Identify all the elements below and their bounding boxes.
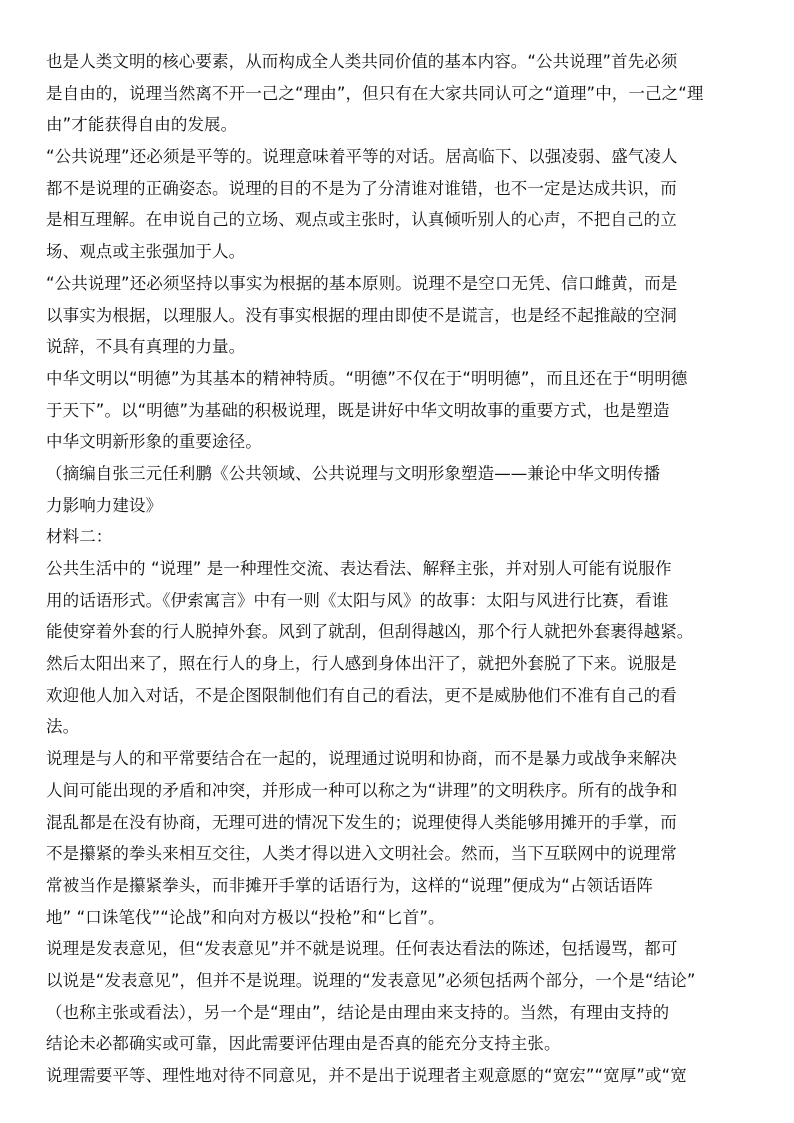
text-line: 由”才能获得自由的发展。 [46,115,238,135]
text-line: 中华文明以“明德”为其基本的精神特质。“明德”不仅在于“明明德”，而且还在于“明明德 [46,368,688,388]
source-citation-line: （摘编自张三元任利鹏《公共领域、公共说理与文明形象塑造——兼论中华文明传播 [46,463,661,483]
text-line: 中华文明新形象的重要途径。 [46,432,262,452]
text-line: 混乱都是在没有协商，无理可进的情况下发生的；说理使得人类能够用摊开的手掌，而 [46,812,677,832]
text-line: 是自由的，说理当然离不开一己之“理由”，但只有在大家共同认可之“道理”中，一己之“理 [46,83,704,103]
source-citation-line: 力影响力建设》 [46,495,163,515]
text-line: 是相互理解。在申说自己的立场、观点或主张时，认真倾听别人的心声，不把自己的立 [46,210,677,230]
text-line: 能使穿着外套的行人脱掉外套。风到了就刮，但刮得越凶，那个行人就把外套裹得越紧。 [46,622,694,642]
text-line: 说理是发表意见，但“发表意见”并不就是说理。任何表达看法的陈述，包括谩骂，都可 [46,939,678,959]
text-line: 然后太阳出来了，照在行人的身上，行人感到身体出汗了，就把外套脱了下来。说服是 [46,654,677,674]
text-line: 常被当作是攥紧拳头，而非摊开手掌的话语行为，这样的“说理”便成为“占领话语阵 [46,875,653,895]
section-heading: 材料二： [46,527,113,547]
text-line: 结论未必都确实或可靠，因此需要评估理由是否真的能充分支持主张。 [46,1034,561,1054]
text-line: 都不是说理的正确姿态。说理的目的不是为了分清谁对谁错，也不一定是达成共识，而 [46,178,677,198]
document-body [46,46,704,1092]
text-line: 说理需要平等、理性地对待不同意见，并不是出于说理者主观意愿的“宽宏”“宽厚”或“宽 [46,1066,687,1085]
text-line: 场、观点或主张强加于人。 [46,242,246,262]
text-line: 说辞，不具有真理的力量。 [46,337,246,357]
text-line: “公共说理”还必须坚持以事实为根据的基本原则。说理不是空口无凭、信口雌黄，而是 [46,273,678,293]
text-line: 也是人类文明的核心要素，从而构成全人类共同价值的基本内容。“公共说理”首先必须 [46,52,678,71]
text-line: 法。 [46,717,80,737]
text-line: 不是攥紧的拳头来相互交往，人类才得以进入文明社会。然而，当下互联网中的说理常 [46,844,677,864]
text-line: 地” “口诛笔伐”“论战”和向对方极以“投枪”和“匕首”。 [46,907,445,927]
text-line: 用的话语形式。《伊索寓言》中有一则《太阳与风》的故事：太阳与风进行比赛，看谁 [46,590,669,610]
text-line: （也称主张或看法），另一个是“理由”，结论是由理由来支持的。当然，有理由支持的 [46,1002,670,1022]
text-line: 欢迎他人加入对话，不是企图限制他们有自己的看法，更不是威胁他们不准有自己的看 [46,685,677,705]
text-line: “公共说理”还必须是平等的。说理意味着平等的对话。居高临下、以强凌弱、盛气凌人 [46,147,678,167]
text-line: 于天下”。以“明德”为基础的积极说理，既是讲好中华文明故事的重要方式，也是塑造 [46,400,670,420]
text-line: 以事实为根据，以理服人。没有事实根据的理由即使不是谎言，也是经不起推敲的空洞 [46,305,677,325]
text-line: 公共生活中的 “说理” 是一种理性交流、表达看法、解释主张，并对别人可能有说服作 [46,559,672,578]
text-line: 以说是“发表意见”，但并不是说理。说理的“发表意见”必须包括两个部分，一个是“结论” [46,970,696,990]
text-line: 说理是与人的和平常要结合在一起的，说理通过说明和协商，而不是暴力或战争来解决 [46,749,677,769]
text-line: 人间可能出现的矛盾和冲突，并形成一种可以称之为“讲理”的文明秩序。所有的战争和 [46,780,678,800]
